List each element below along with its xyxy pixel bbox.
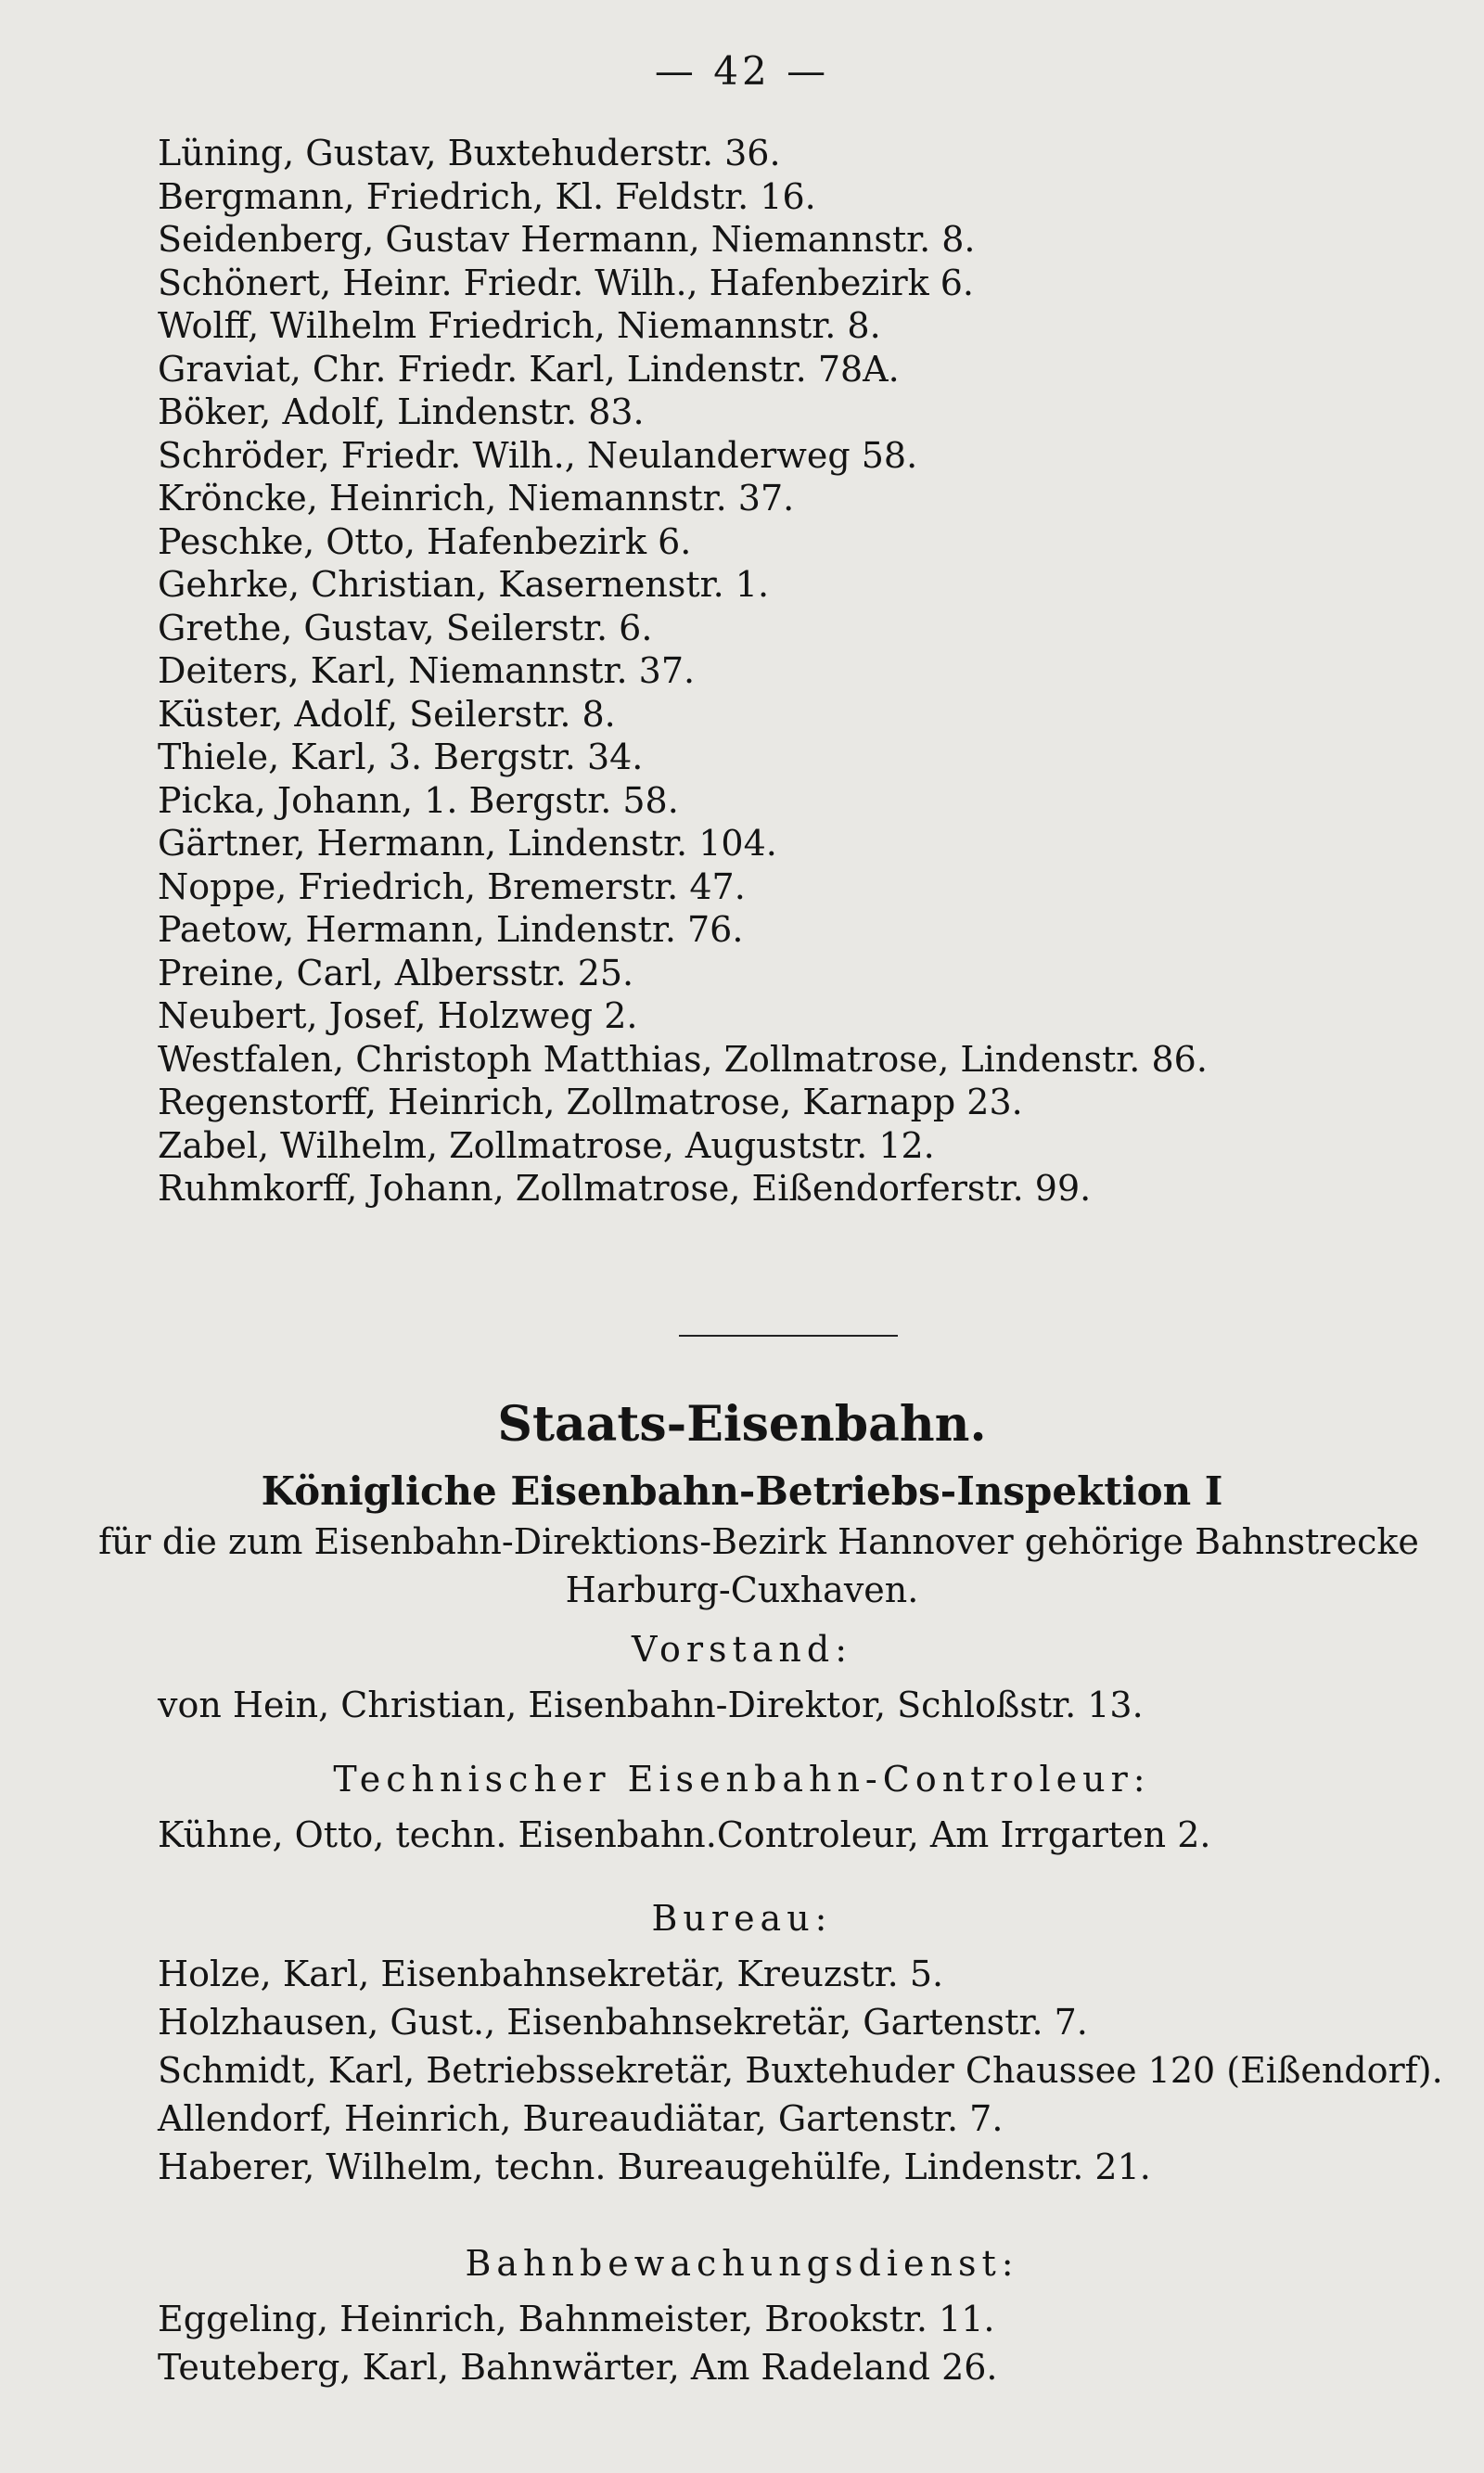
list-item: Gehrke, Christian, Kasernenstr. 1.	[158, 564, 770, 605]
subsection-list-bureau	[158, 1950, 1456, 2191]
list-item: Neubert, Josef, Holzweg 2.	[158, 995, 638, 1036]
subsection-list-controleur	[158, 1811, 1456, 1859]
list-item: Wolff, Wilhelm Friedrich, Niemannstr. 8.	[158, 305, 881, 346]
scope-text-line-1: für die zum Eisenbahn-Direktions-Bezirk Hannover gehörige Bahnstrecke	[98, 1521, 1419, 1562]
list-item: Ruhmkorff, Johann, Zollmatrose, Eißendorferstr. 99.	[158, 1168, 1092, 1209]
list-item: Holzhausen, Gust., Eisenbahnsekretär, Gartenstr. 7.	[158, 2002, 1088, 2043]
list-item: Teuteberg, Karl, Bahnwärter, Am Radeland 26.	[158, 2347, 998, 2388]
list-item: Graviat, Chr. Friedr. Karl, Lindenstr. 78A.	[158, 348, 900, 390]
list-item: Schönert, Heinr. Friedr. Wilh., Hafenbezirk 6.	[158, 262, 975, 303]
section-subheading: Königliche Eisenbahn-Betriebs-Inspektion I	[261, 1468, 1223, 1514]
list-item: Seidenberg, Gustav Hermann, Niemannstr. 8.	[158, 219, 976, 260]
list-item: Böker, Adolf, Lindenstr. 83.	[158, 391, 645, 432]
list-item: Deiters, Karl, Niemannstr. 37.	[158, 650, 696, 691]
subsection-title-controleur: Technischer Eisenbahn-Controleur:	[333, 1759, 1151, 1800]
list-item: Schröder, Friedr. Wilh., Neulanderweg 58.	[158, 434, 918, 476]
list-item: Gärtner, Hermann, Lindenstr. 104.	[158, 823, 777, 864]
list-item: Eggeling, Heinrich, Bahnmeister, Brookstr. 11.	[158, 2299, 995, 2339]
subsection-list-vorstand	[158, 1681, 1456, 1729]
list-item: Holze, Karl, Eisenbahnsekretär, Kreuzstr. 5.	[158, 1954, 944, 1994]
list-item: Haberer, Wilhelm, techn. Bureaugehülfe, Lindenstr. 21.	[158, 2146, 1151, 2187]
list-item: Bergmann, Friedrich, Kl. Feldstr. 16.	[158, 175, 816, 217]
subsection-title-vorstand: Vorstand:	[631, 1629, 853, 1670]
list-item: Paetow, Hermann, Lindenstr. 76.	[158, 909, 744, 950]
list-item: Noppe, Friedrich, Bremerstr. 47.	[158, 865, 746, 907]
list-item: Westfalen, Christoph Matthias, Zollmatrose, Lindenstr. 86.	[158, 1038, 1208, 1080]
list-item: Thiele, Karl, 3. Bergstr. 34.	[158, 737, 644, 777]
page-number: — 42 —	[654, 48, 830, 94]
subsection-title-bahnbewachung: Bahnbewachungsdienst:	[465, 2243, 1019, 2284]
section-heading: Staats-Eisenbahn.	[497, 1396, 987, 1453]
list-item: Preine, Carl, Albersstr. 25.	[158, 952, 634, 993]
subsection-title-bureau: Bureau:	[651, 1898, 833, 1939]
list-item: Regenstorff, Heinrich, Zollmatrose, Karnapp 23.	[158, 1082, 1023, 1122]
scope-text-line-2: Harburg-Cuxhaven.	[565, 1570, 919, 1610]
list-item: Küster, Adolf, Seilerstr. 8.	[158, 693, 616, 735]
resident-list	[158, 132, 1438, 1211]
list-item: Zabel, Wilhelm, Zollmatrose, Auguststr. 12.	[158, 1124, 935, 1166]
list-item: Kröncke, Heinrich, Niemannstr. 37.	[158, 478, 795, 519]
section-divider	[679, 1335, 898, 1337]
list-item: Peschke, Otto, Hafenbezirk 6.	[158, 520, 692, 562]
list-item: von Hein, Christian, Eisenbahn-Direktor, Schloßstr. 13.	[158, 1685, 1144, 1725]
list-item: Lüning, Gustav, Buxtehuderstr. 36.	[158, 133, 781, 173]
subsection-list-bahnbewachung	[158, 2295, 1456, 2391]
list-item: Kühne, Otto, techn. Eisenbahn.Controleur, Am Irrgarten 2.	[158, 1814, 1211, 1855]
list-item: Grethe, Gustav, Seilerstr. 6.	[158, 607, 653, 648]
list-item: Allendorf, Heinrich, Bureaudiätar, Gartenstr. 7.	[158, 2098, 1004, 2139]
list-item: Picka, Johann, 1. Bergstr. 58.	[158, 779, 679, 821]
list-item: Schmidt, Karl, Betriebssekretär, Buxtehuder Chaussee 120 (Eißendorf).	[158, 2050, 1443, 2091]
